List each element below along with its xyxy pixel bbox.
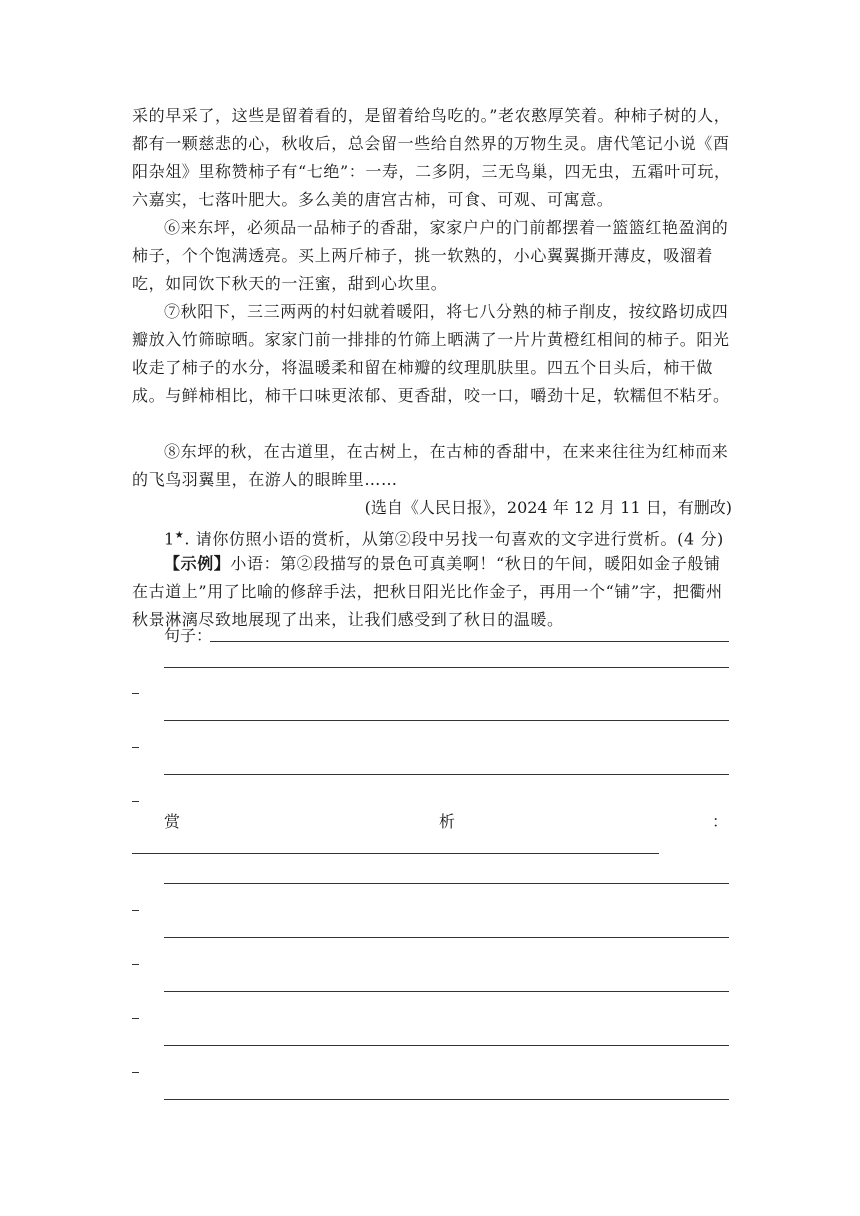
analysis-answer-line-3[interactable] [164, 937, 729, 938]
line-continuation-mark [132, 747, 139, 748]
sentence-answer-line-3[interactable] [164, 720, 729, 721]
question-text: . 请你仿照小语的赏析，从第②段中另找一句喜欢的文字进行赏析。(4 分) [184, 529, 724, 549]
line-continuation-mark [132, 910, 139, 911]
analysis-label-colon: ： [712, 812, 729, 831]
sentence-label: 句子： [164, 626, 213, 645]
sentence-answer-line-4[interactable] [164, 774, 729, 775]
example-block [132, 550, 732, 634]
line-continuation-mark [132, 964, 139, 965]
line-continuation-mark [132, 1072, 139, 1073]
passage-paragraph-continued: 采的早采了，这些是留着看的，是留着给鸟吃的。”老农憨厚笑着。种柿子树的人，都有一颗慈悲的心，秋收后，总会留一些给自然界的万物生灵。唐代笔记小说《酉阳杂俎》里称赞柿子有“七绝”：一寿，二多阴，三无鸟巢，四无虫，五霜叶可玩，六嘉实，七落叶肥大。多么美的唐宫古柿，可食、可观、可寓意。 [132, 106, 731, 209]
analysis-label-char-1: 赏 [164, 812, 181, 831]
analysis-answer-line-4[interactable] [164, 991, 729, 992]
line-continuation-mark [132, 1018, 139, 1019]
analysis-label-char-2: 析 [439, 812, 456, 831]
analysis-answer-line-6[interactable] [164, 1099, 729, 1100]
star-icon: ★ [174, 530, 185, 541]
question-number: 1 [164, 529, 175, 549]
passage-paragraph-7: ⑦秋阳下，三三两两的村妇就着暖阳，将七八分熟的柿子削皮，按纹路切成四瓣放入竹筛晾晒。家家门前一排排的竹筛上晒满了一片片黄橙红相间的柿子。阳光收走了柿子的水分，将温暖柔和留在柿瓣的纹理肌肤里。四五个日头后，柿干做成。与鲜柿相比，柿干口味更浓郁、更香甜，咬一口，嚼劲十足，软糯但不粘牙。 [132, 302, 730, 405]
passage-paragraph-8: ⑧东坪的秋，在古道里，在古树上，在古柿的香甜中，在来来往往为红柿而来的飞鸟羽翼里，在游人的眼眸里…… [132, 442, 729, 489]
line-continuation-mark [132, 801, 139, 802]
analysis-answer-line-1[interactable] [132, 853, 659, 854]
example-tag: 【示例】 [164, 554, 231, 573]
question-prompt [132, 522, 732, 553]
line-continuation-mark [132, 693, 139, 694]
sentence-answer-line-1[interactable] [210, 641, 729, 642]
example-text: 小语：第②段描写的景色可真美啊！“秋日的午间，暖阳如金子般铺在古道上”用了比喻的修辞手法，把秋日阳光比作金子，再用一个“铺”字，把衢州秋景淋漓尽致地展现了出来，让我们感受到了秋日的温暖。 [132, 554, 723, 629]
analysis-answer-line-5[interactable] [164, 1045, 729, 1046]
analysis-answer-line-2[interactable] [164, 883, 729, 884]
passage-paragraph-6: ⑥来东坪，必须品一品柿子的香甜，家家户户的门前都摆着一篮篮红艳盈润的柿子，个个饱满透亮。买上两斤柿子，挑一软熟的，小心翼翼撕开薄皮，吸溜着吃，如同饮下秋天的一汪蜜，甜到心坎里。 [132, 218, 729, 293]
sentence-answer-line-2[interactable] [164, 667, 729, 668]
source-citation: (选自《人民日报》，2024 年 12 月 11 日，有删改) [364, 498, 732, 517]
